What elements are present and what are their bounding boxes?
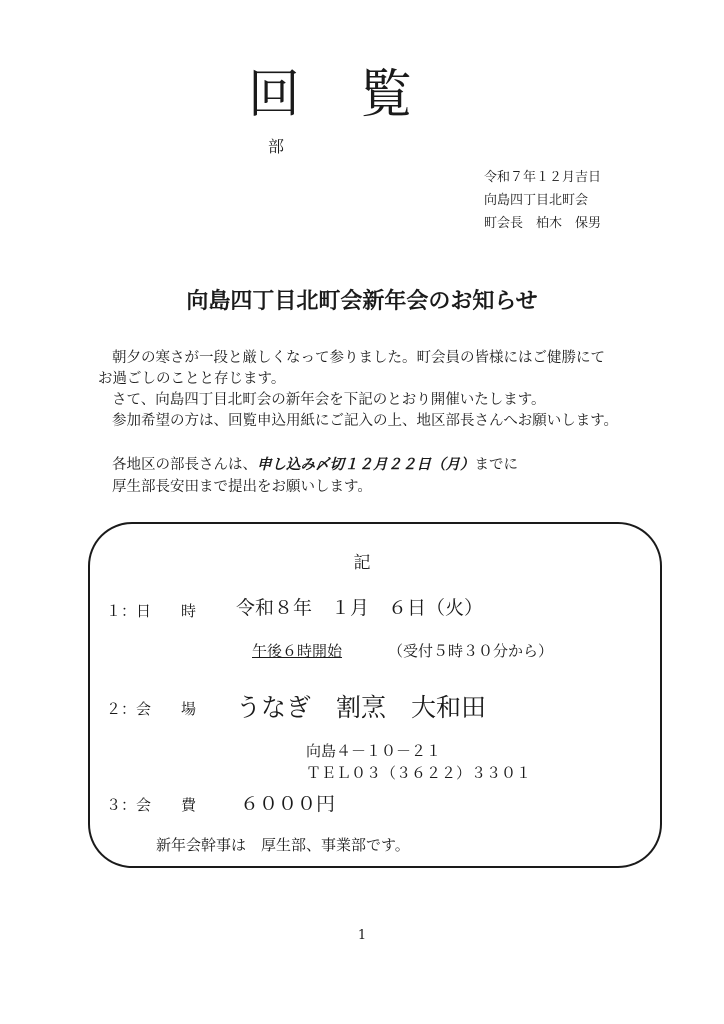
department-label: 部 xyxy=(268,137,285,156)
notice-heading: 向島四丁目北町会新年会のお知らせ xyxy=(186,288,538,314)
organizers-note: 新年会幹事は 厚生部、事業部です。 xyxy=(156,836,410,854)
deadline-intro: 各地区の部長さんは、 xyxy=(112,457,257,473)
page-number: 1 xyxy=(357,928,367,943)
body-line-2: お過ごしのことと存じます。 xyxy=(98,371,286,387)
deadline-outro: までに xyxy=(474,457,518,473)
fee-value: ６０００円 xyxy=(240,793,336,815)
deadline-text: 申し込み〆切１２月２２日（月） xyxy=(257,456,475,473)
body-line-5 xyxy=(112,453,518,474)
title-char-2: 覧 xyxy=(360,65,413,125)
ki-label: 記 xyxy=(353,553,371,573)
venue-address: 向島４－１０－２１ xyxy=(306,742,442,760)
date-value: 令和８年 １月 ６日（火） xyxy=(236,597,484,619)
fee-label: ３：会 費 xyxy=(106,796,197,814)
date-label: １：日 時 xyxy=(106,602,197,620)
title-char-1: 回 xyxy=(248,65,301,125)
body-line-4: 参加希望の方は、回覧申込用紙にご記入の上、地区部長さんへお願いします。 xyxy=(112,413,619,429)
start-time: 午後６時開始 xyxy=(252,642,343,660)
venue-tel: ＴＥＬ０３（３６２２）３３０１ xyxy=(306,764,532,782)
issue-date: 令和７年１２月吉日 xyxy=(484,170,602,185)
organization-name: 向島四丁目北町会 xyxy=(484,193,589,208)
body-line-1: 朝夕の寒さが一段と厳しくなって参りました。町会員の皆様にはご健勝にて xyxy=(112,350,605,366)
venue-label: ２：会 場 xyxy=(106,700,197,718)
body-line-6: 厚生部長安田まで提出をお願いします。 xyxy=(112,479,372,495)
reception-time: （受付５時３０分から） xyxy=(388,642,554,660)
president-name: 町会長 柏木 保男 xyxy=(484,216,602,231)
body-line-3: さて、向島四丁目北町会の新年会を下記のとおり開催いたします。 xyxy=(112,392,546,408)
venue-value: うなぎ 割烹 大和田 xyxy=(236,693,487,722)
